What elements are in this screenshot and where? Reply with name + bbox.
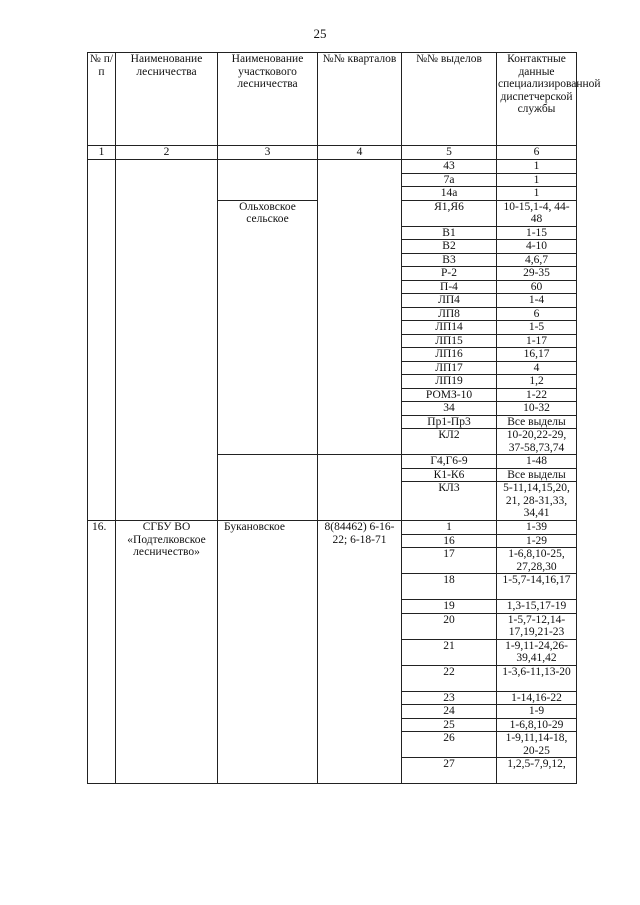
quarter-cell: 43	[402, 160, 497, 174]
table-row	[88, 521, 577, 535]
allotment-cell: Все выделы	[497, 415, 577, 429]
quarter-cell: ЛП4	[402, 294, 497, 308]
forestry-name-cell: СГБУ ВО «Подтелковское лесничество»	[116, 521, 218, 784]
district-name-cell: Ольховское сельское	[218, 200, 318, 455]
quarter-cell: 1	[402, 521, 497, 535]
quarter-cell: ЛП16	[402, 348, 497, 362]
header-quarters: №№ кварталов	[318, 53, 402, 146]
allotment-cell: 6	[497, 307, 577, 321]
allotment-cell: 1-3,6-11,13-20	[497, 665, 577, 691]
allotment-cell: 1-5	[497, 321, 577, 335]
allotment-cell: 1	[497, 160, 577, 174]
header-allotments: №№ выделов	[402, 53, 497, 146]
allotment-cell: 1-9,11-24,26-39,41,42	[497, 639, 577, 665]
quarter-cell: ЛП8	[402, 307, 497, 321]
quarter-cell: ЛП19	[402, 375, 497, 389]
quarter-cell: 22	[402, 665, 497, 691]
allotment-cell: 16,17	[497, 348, 577, 362]
district-name-cell: Букановское	[218, 521, 318, 784]
quarter-cell: 17	[402, 548, 497, 574]
quarter-cell: 27	[402, 758, 497, 784]
quarter-cell: РОМЗ-10	[402, 388, 497, 402]
allotment-cell: 1-15	[497, 226, 577, 240]
allotment-cell: 10-20,22-29, 37-58,73,74	[497, 429, 577, 455]
header-forestry: Наименование лесничества	[116, 53, 218, 146]
quarter-cell: 21	[402, 639, 497, 665]
forestry-table	[87, 52, 601, 784]
table-row	[88, 160, 577, 174]
quarter-cell: Пр1-Пр3	[402, 415, 497, 429]
allotment-cell: 5-11,14,15,20, 21, 28-31,33, 34,41	[497, 482, 577, 521]
allotment-cell: 1,2,5-7,9,12,	[497, 758, 577, 784]
allotment-cell: 1,2	[497, 375, 577, 389]
column-number: 2	[116, 146, 218, 160]
quarter-cell: 19	[402, 600, 497, 614]
allotment-cell: 1,3-15,17-19	[497, 600, 577, 614]
allotment-cell: 10-32	[497, 402, 577, 416]
quarter-cell: КЛ2	[402, 429, 497, 455]
quarter-cell: 14а	[402, 187, 497, 201]
allotment-cell: 1	[497, 173, 577, 187]
header-num: № п/п	[88, 53, 116, 146]
column-number: 1	[88, 146, 116, 160]
quarter-cell: 18	[402, 574, 497, 600]
allotment-cell: 4,6,7	[497, 253, 577, 267]
forestry-name-cell	[116, 160, 218, 521]
allotment-cell: 1-14,16-22	[497, 691, 577, 705]
quarter-cell: П-4	[402, 280, 497, 294]
header-row	[88, 53, 577, 146]
quarter-cell: В2	[402, 240, 497, 254]
quarter-cell: ЛП17	[402, 361, 497, 375]
allotment-cell: 4	[497, 361, 577, 375]
allotment-cell: 1-9,11,14-18, 20-25	[497, 732, 577, 758]
allotment-cell: 1-9	[497, 705, 577, 719]
quarter-cell: В1	[402, 226, 497, 240]
allotment-cell: 1-5,7-14,16,17	[497, 574, 577, 600]
allotment-cell: 29-35	[497, 267, 577, 281]
column-number: 3	[218, 146, 318, 160]
num-cell	[88, 160, 116, 521]
contacts-cell	[318, 455, 402, 521]
allotment-cell: 1	[497, 187, 577, 201]
allotment-cell: 1-48	[497, 455, 577, 469]
quarter-cell: ЛП15	[402, 334, 497, 348]
page-number: 25	[313, 26, 327, 41]
allotment-cell: 1-39	[497, 521, 577, 535]
quarter-cell: ЛП14	[402, 321, 497, 335]
column-number-row	[88, 146, 577, 160]
district-name-cell	[218, 455, 318, 521]
quarter-cell: 16	[402, 534, 497, 548]
quarter-cell: В3	[402, 253, 497, 267]
column-number: 5	[402, 146, 497, 160]
allotment-cell: 4-10	[497, 240, 577, 254]
quarter-cell: 20	[402, 613, 497, 639]
quarter-cell: 23	[402, 691, 497, 705]
quarter-cell: 25	[402, 718, 497, 732]
header-district: Наименование участкового лесничества	[218, 53, 318, 146]
quarter-cell: Г4,Г6-9	[402, 455, 497, 469]
allotment-cell: 1-17	[497, 334, 577, 348]
allotment-cell: 1-4	[497, 294, 577, 308]
quarter-cell: Р-2	[402, 267, 497, 281]
column-number: 6	[497, 146, 577, 160]
quarter-cell: 34	[402, 402, 497, 416]
quarter-cell: 7а	[402, 173, 497, 187]
allotment-cell: 1-6,8,10-29	[497, 718, 577, 732]
quarter-cell: К1-К6	[402, 468, 497, 482]
allotment-cell: 1-6,8,10-25, 27,28,30	[497, 548, 577, 574]
district-name-cell	[218, 160, 318, 201]
allotment-cell: 1-29	[497, 534, 577, 548]
allotment-cell: Все выделы	[497, 468, 577, 482]
allotment-cell: 1-22	[497, 388, 577, 402]
column-number: 4	[318, 146, 402, 160]
allotment-cell: 1-5,7-12,14-17,19,21-23	[497, 613, 577, 639]
num-cell: 16.	[88, 521, 116, 784]
contacts-cell: 8(84462) 6-16-22; 6-18-71	[318, 521, 402, 784]
quarter-cell: 26	[402, 732, 497, 758]
header-contacts: Контактные данные специализированной диспетчерской службы	[497, 53, 577, 146]
allotment-cell: 60	[497, 280, 577, 294]
quarter-cell: КЛ3	[402, 482, 497, 521]
contacts-cell	[318, 160, 402, 455]
quarter-cell: 24	[402, 705, 497, 719]
allotment-cell: 10-15,1-4, 44-48	[497, 200, 577, 226]
quarter-cell: Я1,Я6	[402, 200, 497, 226]
